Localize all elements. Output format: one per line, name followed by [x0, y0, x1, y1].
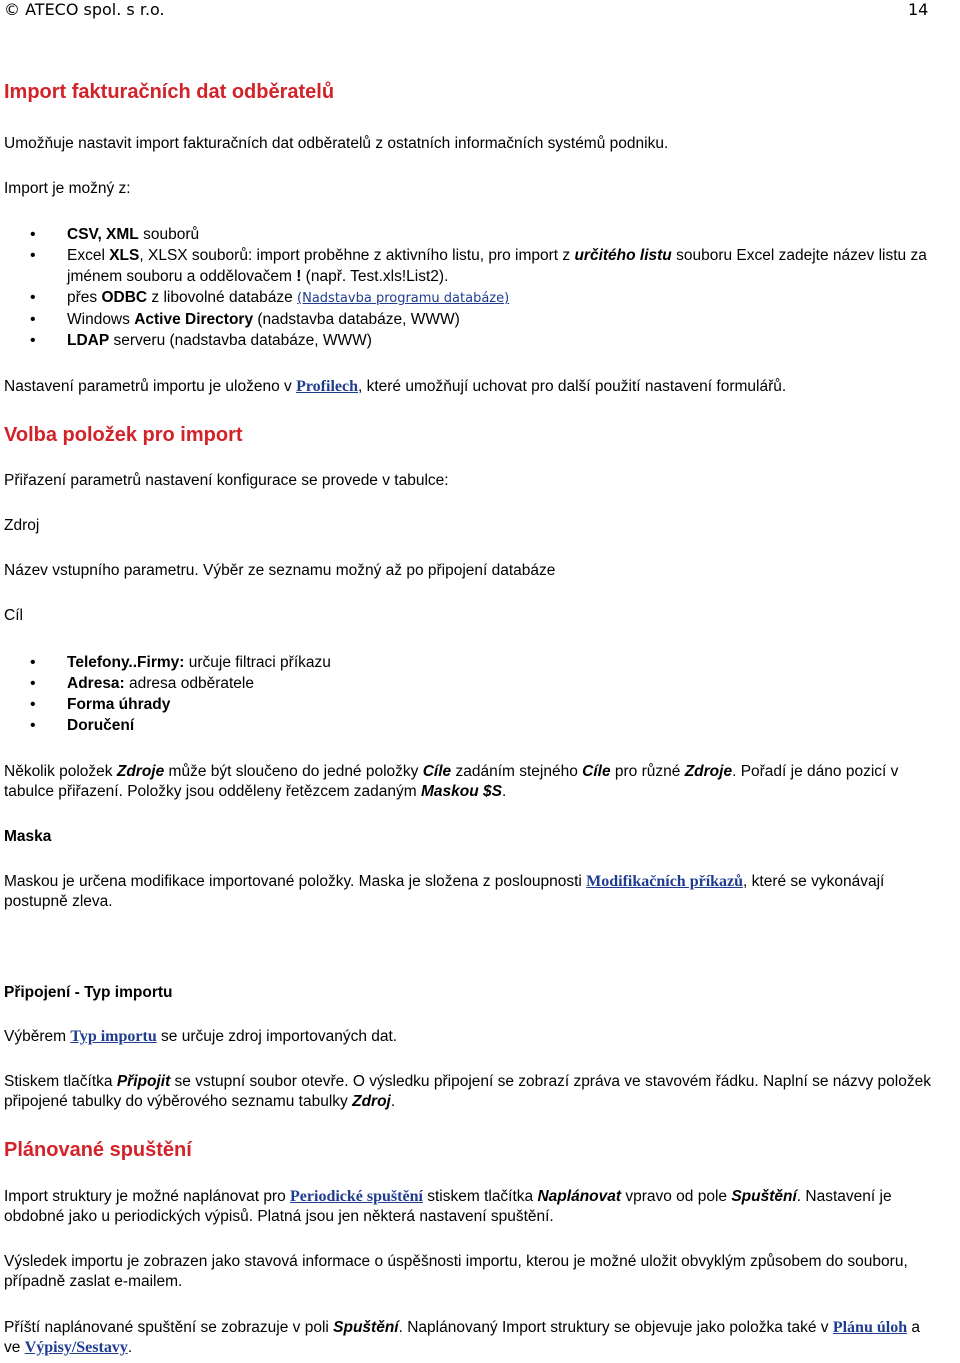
section-title-pripojeni: Připojení - Typ importu — [4, 984, 173, 1001]
link-modifikacni-prikazy[interactable]: Modifikačních příkazů — [586, 873, 744, 890]
maska-heading: Maska — [4, 828, 52, 845]
list-item: • Windows Active Directory (nadstavba databáze, WWW) — [0, 309, 940, 330]
link-vypisy-sestavy[interactable]: Výpisy/Sestavy — [24, 1339, 128, 1356]
list-item: • CSV, XML souborů — [0, 224, 940, 245]
list-item: • Telefony..Firmy: určuje filtraci příkazu — [0, 652, 940, 673]
maska-paragraph: Maskou je určena modifikace importované položky. Maska je složena z posloupnosti Modifikačních příkazů, které se vykonávají postupně zleva. — [4, 873, 885, 910]
settings-paragraph: Nastavení parametrů importu je uloženo v Profilech, které umožňují uchovat pro další použití nastavení formulářů. — [4, 378, 787, 395]
intro-paragraph: Umožňuje nastavit import fakturačních dat odběratelů z ostatních informačních systémů podniku. — [4, 135, 669, 152]
list-item: • LDAP serveru (nadstavba databáze, WWW) — [0, 330, 940, 351]
planovani-paragraph: Import struktury je možné naplánovat pro Periodické spuštění stiskem tlačítka Naplánovat vpravo od pole Spuštění. Nastavení je obdobné jako u periodických výpisů. Platná jsou jen některá nastavení spuštění. — [4, 1188, 892, 1225]
list-item: • Forma úhrady — [0, 694, 940, 715]
pripojit-paragraph: Stiskem tlačítka Připojit se vstupní soubor otevře. O výsledku připojení se zobrazí zpráva ve stavovém řádku. Naplní se názvy položek připojené tabulky do výběrového seznamu tabulky Zdroj. — [4, 1073, 931, 1110]
section-title-volba: Volba položek pro import — [4, 424, 243, 446]
link-nadstavba-databaze[interactable]: (Nadstavba programu databáze) — [297, 291, 510, 306]
typ-importu-paragraph: Výběrem Typ importu se určuje zdroj importovaných dat. — [4, 1028, 398, 1045]
link-typ-importu[interactable]: Typ importu — [70, 1028, 157, 1045]
zdroj-description: Název vstupního parametru. Výběr ze seznamu možný až po připojení databáze — [4, 562, 556, 579]
section-title-planovane: Plánované spuštění — [4, 1139, 192, 1161]
link-plan-uloh[interactable]: Plánu úloh — [832, 1319, 908, 1336]
list-item: • Adresa: adresa odběratele — [0, 673, 940, 694]
import-possible-label: Import je možný z: — [4, 180, 131, 197]
zdroj-heading: Zdroj — [4, 517, 40, 534]
pristi-spusteni-paragraph: Příští naplánované spuštění se zobrazuje v poli Spuštění. Naplánovaný Import struktury se objevuje jako položka také v Plánu úloh a ve Výpisy/Sestavy. — [4, 1319, 921, 1356]
assign-paragraph: Přiřazení parametrů nastavení konfigurace se provede v tabulce: — [4, 472, 449, 489]
page-number: 14 — [908, 0, 929, 19]
list-item: • Excel XLS, XLSX souborů: import proběhne z aktivního listu, pro import z určitého listu souboru Excel zadejte název listu za jménem souboru a oddělovačem ! (např. Test.xls!List2). — [0, 245, 940, 287]
merge-paragraph: Několik položek Zdroje může být sloučeno do jedné položky Cíle zadáním stejného Cíle pro různé Zdroje. Pořadí je dáno pozicí v tabulce přiřazení. Položky jsou odděleny řetězcem zadaným Maskou $S. — [4, 763, 899, 800]
import-sources-list — [0, 224, 940, 351]
vysledek-paragraph: Výsledek importu je zobrazen jako stavová informace o úspěšnosti importu, kterou je možné uložit obvyklým způsobem do souboru, případně zaslat e-mailem. — [4, 1253, 908, 1290]
link-profilech[interactable]: Profilech — [296, 378, 358, 395]
cil-heading: Cíl — [4, 607, 23, 624]
link-periodicke-spusteni[interactable]: Periodické spuštění — [290, 1188, 423, 1205]
cil-list — [0, 652, 940, 736]
list-item: • přes ODBC z libovolné databáze (Nadstavba programu databáze) — [0, 287, 940, 309]
list-item: • Doručení — [0, 715, 940, 736]
document-copyright: © ATECO spol. s r.o. — [4, 0, 165, 19]
section-title-import: Import fakturačních dat odběratelů — [4, 81, 335, 103]
